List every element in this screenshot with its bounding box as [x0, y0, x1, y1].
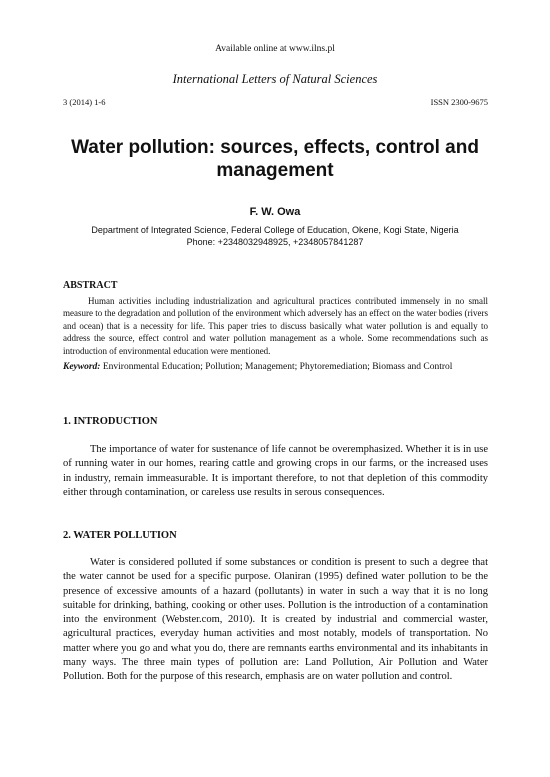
- availability-note: Available online at www.ilns.pl: [215, 44, 335, 54]
- section-text-introduction: The importance of water for sustenance of life cannot be overemphasized. Whether it is in use of running water in our homes, rearing cattle and growing crops in our farms, or the increased uses in industry, remain immeasurable. It is important therefore, to not that depletion of this commodity either through contamination, or careless use results in serous consequences.: [63, 444, 488, 498]
- section-heading-introduction: 1. INTRODUCTION: [63, 416, 158, 427]
- keywords-list: Environmental Education; Pollution; Management; Phytoremediation; Biomass and Control: [100, 362, 453, 372]
- section-text-water-pollution: Water is considered polluted if some substances or condition is present to such a degree that the water cannot be used for a specific purpose. Olaniran (1995) defined water pollution to be the presence of excessive amounts of a hazard (pollutants) in water in such a way that it is no long suitable for drinking, bathing, cooking or other uses. Pollution is the introduction of a contamination into the environment (Webster.com, 2010). It is created by industrial and commercial waster, agricultural practices, everyday human activities and most notably, models of transportation. No matter where you go and what you do, there are remnants earths environmental and its inhabitants in many ways. The three main types of pollution are: Land Pollution, Air Pollution and Water Pollution. Both for the purpose of this research, emphasis are on water pollution and control.: [63, 557, 488, 683]
- issn-number: ISSN 2300-9675: [430, 97, 488, 107]
- section-heading-water-pollution: 2. WATER POLLUTION: [63, 530, 177, 541]
- phone-numbers: Phone: +2348032948925, +2348057841287: [186, 237, 364, 247]
- author-name: F. W. Owa: [249, 206, 301, 218]
- keywords-label: Keyword:: [63, 362, 101, 372]
- abstract-text: Human activities including industrialization and agricultural practices contributed immensely in no small measure to the degradation and pollution of the environment which adversely has an effect on the water bodies (rivers and ocean) that is a necessity for life. This paper tries to discuss basically what water pollution is and equally to address the source, effect control and water pollution management as a whole. Some recommendations such as introduction of environmental education were mentioned.: [63, 296, 488, 356]
- affiliation: Department of Integrated Science, Federal College of Education, Okene, Kogi State, Nigeria: [91, 225, 459, 235]
- journal-name: International Letters of Natural Sciences: [172, 72, 378, 86]
- keywords-line: [63, 362, 493, 372]
- article-title: Water pollution: sources, effects, control and management: [71, 137, 479, 181]
- issue-number: 3 (2014) 1-6: [63, 97, 106, 107]
- author-affiliation-block: [0, 224, 550, 248]
- abstract-heading: ABSTRACT: [63, 280, 118, 291]
